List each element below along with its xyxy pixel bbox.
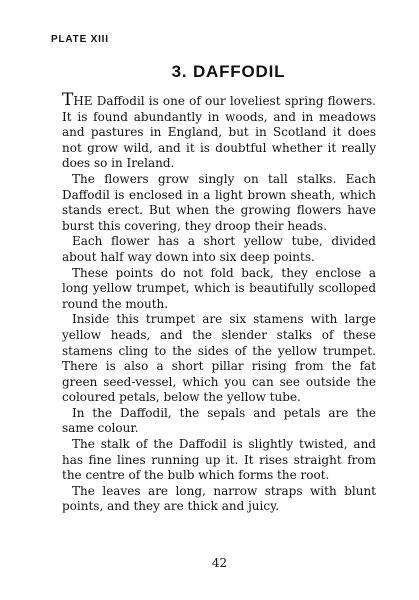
paragraph-7: The stalk of the Daffodil is slightly twisted, and has fine lines running up it. It rises straight from the centre of the bulb which forms the root.: [62, 437, 376, 483]
page-number: 42: [211, 556, 228, 570]
plate-label: PLATE XIII: [51, 34, 109, 45]
paragraph-1: [62, 90, 376, 172]
paragraph-3: Each flower has a short yellow tube, divided about half way down into six deep points.: [62, 234, 376, 264]
paragraph-4: These points do not fold back, they enclose a long yellow trumpet, which is beautifully scolloped round the mouth.: [62, 265, 376, 311]
article-body: [62, 90, 376, 515]
paragraph-5: Inside this trumpet are six stamens with large yellow heads, and the slender stalks of these stamens cling to the sides of the yellow trumpet. There is also a short pillar rising from the fat green seed-vessel, which you can see outside the coloured petals, below the yellow tube.: [62, 312, 376, 405]
paragraph-1-text: HE Daffodil is one of our loveliest spring flowers. It is found abundantly in woods, and in meadows and pastures in England, but in Scotland it does not grow wild, and it is doubtful whether it really does so in Ireland.: [62, 94, 376, 171]
paragraph-6: In the Daffodil, the sepals and petals are the same colour.: [62, 405, 376, 436]
drop-cap: T: [62, 90, 74, 110]
paragraph-2: The flowers grow singly on tall stalks. Each Daffodil is enclosed in a light brown sheath, which stands erect. But when the growing flowers have burst this covering, they droop their heads.: [62, 171, 376, 233]
page-title: 3. DAFFODIL: [171, 62, 286, 81]
paragraph-8: The leaves are long, narrow straps with blunt points, and they are thick and juicy.: [62, 483, 376, 514]
